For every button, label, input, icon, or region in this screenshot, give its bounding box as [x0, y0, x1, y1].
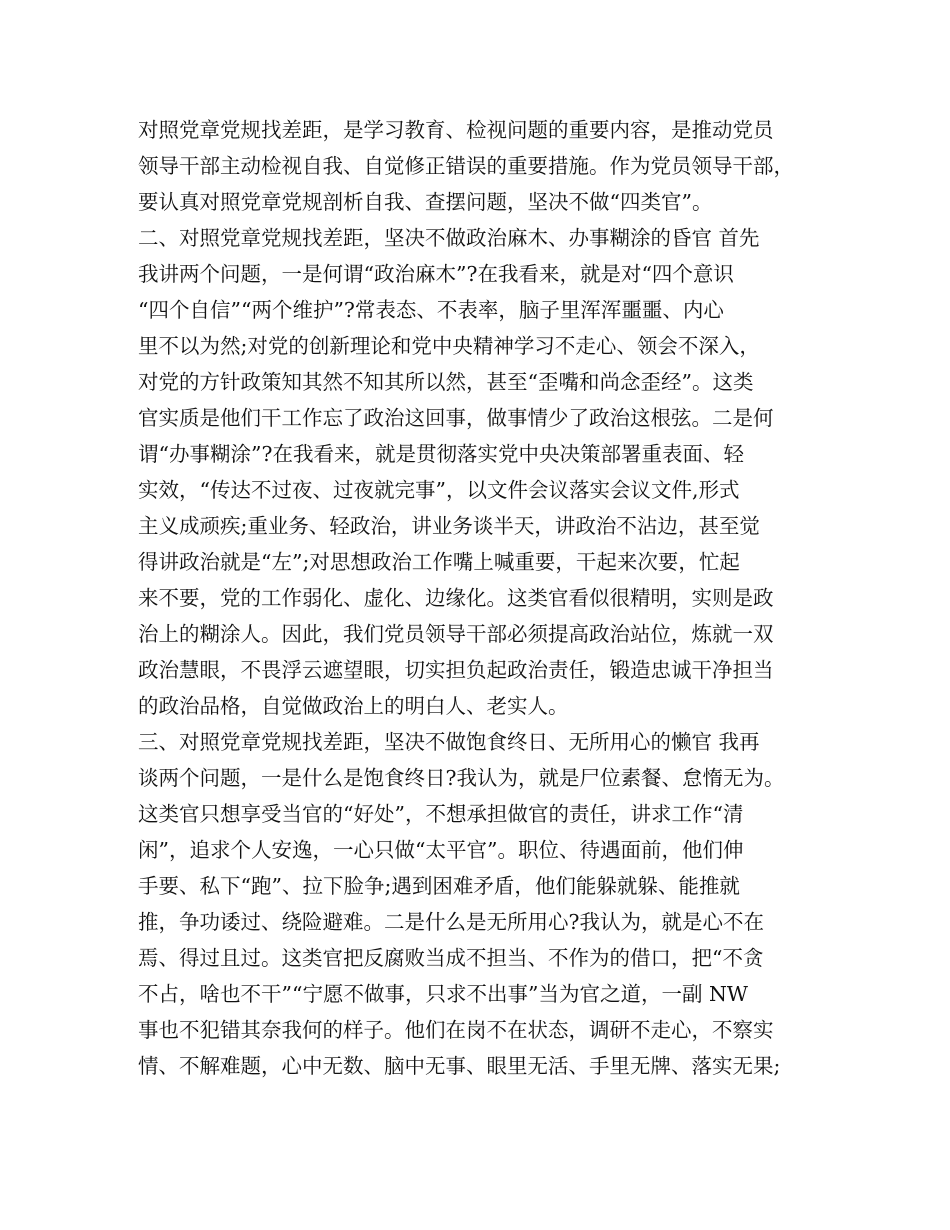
text-line: 手要、私下“跑”、拉下脸争;遇到困难矛盾，他们能躲就躲、能推就 [138, 874, 740, 898]
text-line: 来不要，党的工作弱化、虚化、边缘化。这类官看似很精明，实则是政 [138, 586, 774, 610]
text-line: 情、不解难题，心中无数、脑中无事、眼里无活、手里无牌、落实无果; [138, 1054, 781, 1078]
text-line: 得讲政治就是“左”;对思想政治工作嘴上喊重要，干起来次要，忙起 [138, 550, 740, 574]
text-line: 推，争功诿过、绕险避难。二是什么是无所用心?我认为，就是心不在 [138, 910, 764, 934]
text-line: “四个自信”“两个维护”?常表态、不表率，脑子里浑浑噩噩、内心 [138, 298, 724, 322]
document-body [138, 112, 828, 1084]
text-line: 里不以为然;对党的创新理论和党中央精神学习不走心、领会不深入， [138, 334, 760, 358]
text-line: 领导干部主动检视自我、自觉修正错误的重要措施。作为党员领导干部， [138, 154, 794, 178]
text-line: 事也不犯错其奈我何的样子。他们在岗不在状态，调研不走心，不察实 [138, 1018, 774, 1042]
text-line: 谈两个问题，一是什么是饱食终日?我认为，就是尸位素餐、怠惰无为。 [138, 766, 785, 790]
text-line: 这类官只想享受当官的“好处”，不想承担做官的责任，讲求工作“清 [138, 802, 744, 826]
section-heading-line: 三、对照党章党规找差距，坚决不做饱食终日、无所用心的懒官 我再 [138, 730, 760, 754]
text-line: 官实质是他们干工作忘了政治这回事，做事情少了政治这根弦。二是何 [138, 406, 774, 430]
text-line: 治上的糊涂人。因此，我们党员领导干部必须提高政治站位，炼就一双 [138, 622, 774, 646]
text-line: 闲”，追求个人安逸，一心只做“太平官”。职位、待遇面前，他们伸 [138, 838, 744, 862]
text-line: 不占，啥也不干”“宁愿不做事，只求不出事”当为官之道，一副 NW [138, 982, 748, 1006]
text-line: 要认真对照党章党规剖析自我、查摆问题，坚决不做“四类官”。 [138, 190, 713, 214]
text-line: 主义成顽疾;重业务、轻政治，讲业务谈半天，讲政治不沾边，甚至觉 [138, 514, 760, 538]
text-line: 对照党章党规找差距，是学习教育、检视问题的重要内容，是推动党员 [138, 118, 774, 142]
text-line: 政治慧眼，不畏浮云遮望眼，切实担负起政治责任，锻造忠诚干净担当 [138, 658, 774, 682]
text-line: 的政治品格，自觉做政治上的明白人、老实人。 [138, 694, 569, 718]
text-line: 我讲两个问题，一是何谓“政治麻木”?在我看来，就是对“四个意识 [138, 262, 734, 286]
text-line: 实效，“传达不过夜、过夜就完事”，以文件会议落实会议文件,形式 [138, 478, 740, 502]
section-heading-line: 二、对照党章党规找差距，坚决不做政治麻木、办事糊涂的昏官 首先 [138, 226, 760, 250]
text-line: 焉、得过且过。这类官把反腐败当成不担当、不作为的借口，把“不贪 [138, 946, 764, 970]
text-line: 谓“办事糊涂”?在我看来，就是贯彻落实党中央决策部署重表面、轻 [138, 442, 744, 466]
text-line: 对党的方针政策知其然不知其所以然，甚至“歪嘴和尚念歪经”。这类 [138, 370, 754, 394]
